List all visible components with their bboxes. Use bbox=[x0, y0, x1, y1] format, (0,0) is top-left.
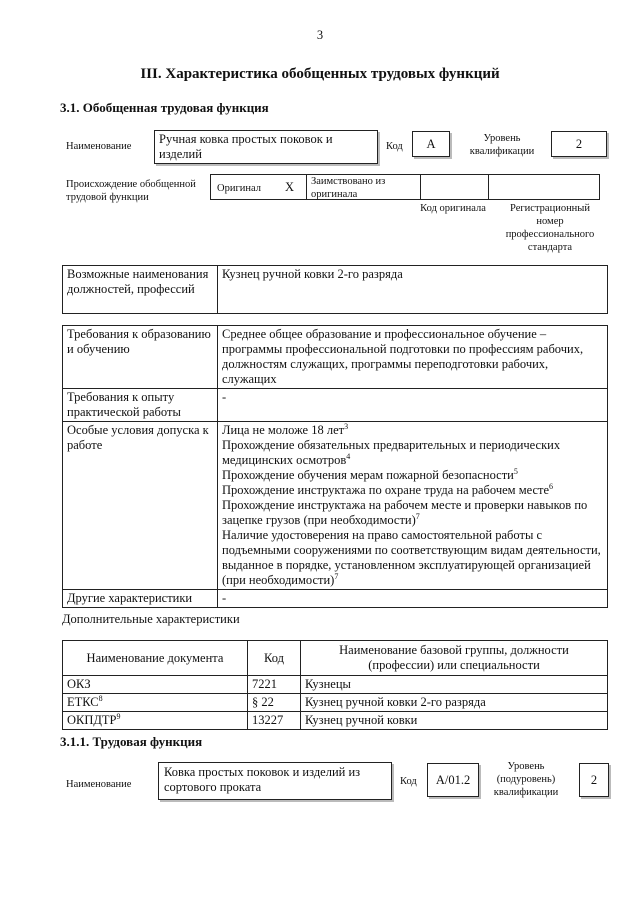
name-cell: Кузнец ручной ковки 2-го разряда bbox=[301, 694, 608, 712]
positions-value: Кузнец ручной ковки 2-го разряда bbox=[218, 266, 608, 314]
origin-borrowed: Заимствовано из оригинала bbox=[311, 176, 386, 200]
table-row bbox=[63, 712, 608, 730]
education-value: Среднее общее образование и профессиональное обучение – программы профессиональной подготовки по профессиям рабочих, должностям служащих, программы переподготовки рабочих, служащих bbox=[218, 326, 608, 389]
doc-cell: ОКЗ bbox=[63, 676, 248, 694]
special-item: Лица не моложе 18 лет$^3$ bbox=[222, 421, 349, 437]
origin-original: Оригинал bbox=[217, 183, 261, 194]
special-conditions bbox=[218, 422, 608, 590]
gtf-level-value: 2 bbox=[551, 131, 607, 157]
table-row bbox=[63, 694, 608, 712]
tf-heading: 3.1.1. Трудовая функция bbox=[60, 734, 203, 749]
section-title: III. Характеристика обобщенных трудовых функций bbox=[140, 66, 500, 82]
name-cell: Кузнец ручной ковки bbox=[301, 712, 608, 730]
positions-label: Возможные наименования должностей, профессий bbox=[63, 266, 218, 314]
reg-number-label: Регистрационный номер профессионального стандарта bbox=[505, 203, 595, 253]
gtf-level-label: Уровень квалификации bbox=[469, 133, 535, 157]
special-item: Прохождение инструктажа по охране труда на рабочем месте$^6$ bbox=[222, 481, 554, 497]
code-cell: 7221 bbox=[248, 676, 301, 694]
tf-name-label: Наименование bbox=[66, 779, 132, 790]
col-name-header: Наименование базовой группы, должности (профессии) или специальности bbox=[301, 641, 608, 676]
tf-level-label: Уровень (подуровень) квалификации bbox=[493, 761, 559, 798]
name-cell: Кузнецы bbox=[301, 676, 608, 694]
tf-code-label: Код bbox=[400, 776, 417, 787]
doc-cell: ЕТКС$^8$ bbox=[63, 694, 248, 712]
gtf-code-label: Код bbox=[386, 141, 403, 152]
gtf-name-value: Ручная ковка простых поковок и изделий bbox=[154, 130, 378, 164]
special-item: Прохождение обучения мерам пожарной безопасности$^5$ bbox=[222, 466, 518, 482]
positions-table bbox=[62, 265, 608, 314]
experience-label: Требования к опыту практической работы bbox=[63, 389, 218, 422]
divider bbox=[488, 175, 489, 199]
additional-heading: Дополнительные характеристики bbox=[62, 612, 240, 626]
education-label: Требования к образованию и обучению bbox=[63, 326, 218, 389]
other-value: - bbox=[218, 590, 608, 608]
table-row bbox=[63, 676, 608, 694]
other-label: Другие характеристики bbox=[63, 590, 218, 608]
tf-name-value: Ковка простых поковок и изделий из сортового проката bbox=[158, 762, 392, 800]
tf-code-value: А/01.2 bbox=[427, 763, 479, 797]
origin-mark: X bbox=[285, 180, 295, 194]
gtf-code-value: А bbox=[412, 131, 450, 157]
doc-cell: ОКПДТР$^9$ bbox=[63, 712, 248, 730]
col-code-header: Код bbox=[248, 641, 301, 676]
page-number: 3 bbox=[316, 28, 324, 42]
divider bbox=[420, 175, 421, 199]
gtf-name-label: Наименование bbox=[66, 141, 132, 152]
code-cell: 13227 bbox=[248, 712, 301, 730]
code-original-label: Код оригинала bbox=[420, 203, 486, 214]
special-label: Особые условия допуска к работе bbox=[63, 422, 218, 590]
special-item: Наличие удостоверения на право самостоятельной работы с подъемными сооружениями по соответствующим видам деятельности, выданное в порядке, установленном эксплуатирующей организацией (при необходимости)$^7$ bbox=[222, 528, 601, 587]
origin-table bbox=[210, 174, 600, 200]
origin-label: Происхождение обобщенной трудовой функции bbox=[66, 179, 196, 203]
divider bbox=[306, 175, 307, 199]
requirements-table bbox=[62, 325, 608, 608]
gtf-heading: 3.1. Обобщенная трудовая функция bbox=[60, 100, 269, 115]
special-item: Прохождение инструктажа на рабочем месте и проверки навыков по зацепке грузов (при необходимости)$^7$ bbox=[222, 498, 588, 527]
col-doc-header: Наименование документа bbox=[63, 641, 248, 676]
additional-table bbox=[62, 640, 608, 730]
tf-level-value: 2 bbox=[579, 763, 609, 797]
experience-value: - bbox=[218, 389, 608, 422]
special-item: Прохождение обязательных предварительных и периодических медицинских осмотров$^4$ bbox=[222, 438, 561, 467]
code-cell: § 22 bbox=[248, 694, 301, 712]
